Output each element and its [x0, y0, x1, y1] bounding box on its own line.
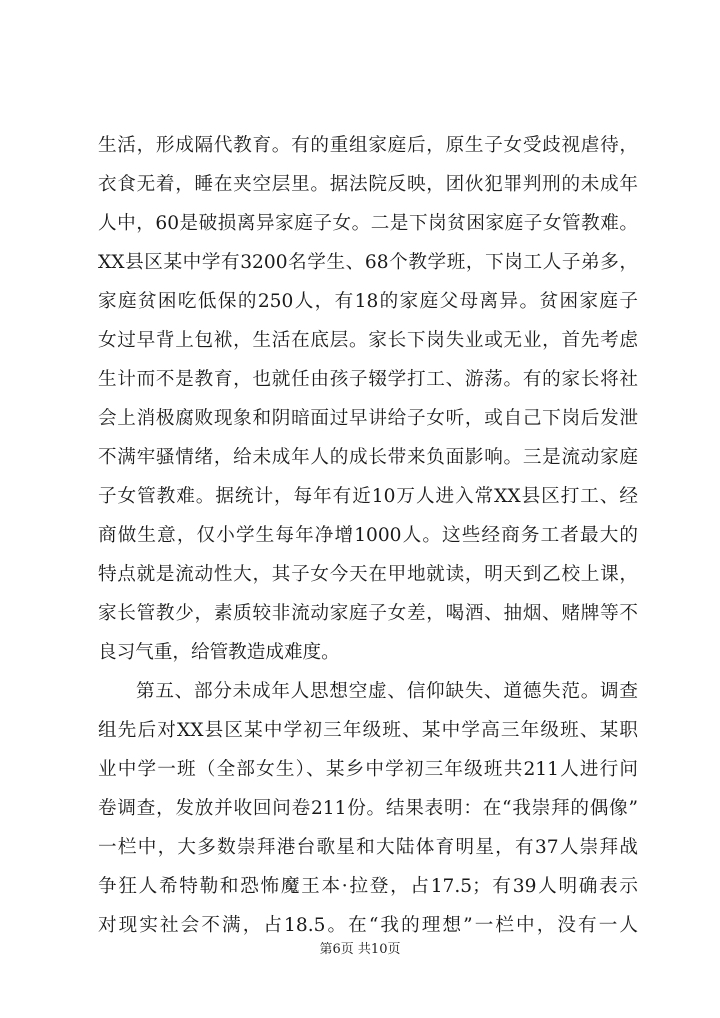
text-line: XX县区某中学有3200名学生、68个教学班，下岗工人子弟多， — [98, 252, 638, 273]
page-number: 第6页 共10页 — [319, 942, 401, 957]
text-line: 不满牢骚情绪，给未成年人的成长带来负面影响。三是流动家庭 — [98, 447, 638, 468]
text-line: 家长管教少，素质较非流动家庭子女差，喝酒、抽烟、赌牌等不 — [98, 603, 638, 624]
text-line: 家庭贫困吃低保的250人，有18的家庭父母离异。贫困家庭子 — [98, 291, 638, 312]
text-line: 业中学一班（全部女生）、某乡中学初三年级班共211人进行问 — [98, 759, 638, 780]
text-line: 争狂人希特勒和恐怖魔王本·拉登，占17.5；有39人明确表示 — [98, 876, 638, 897]
text-line: 衣食无着，睡在夹空层里。据法院反映，团伙犯罪判刑的未成年 — [98, 174, 638, 195]
text-line: 会上消极腐败现象和阴暗面过早讲给子女听，或自己下岗后发泄 — [98, 408, 638, 429]
page-footer — [0, 938, 720, 957]
text-line: 特点就是流动性大，其子女今天在甲地就读，明天到乙校上课， — [98, 564, 638, 585]
body-text — [98, 126, 638, 945]
text-line: 子女管教难。据统计，每年有近10万人进入常XX县区打工、经 — [98, 486, 638, 507]
text-line: 良习气重，给管教造成难度。 — [98, 642, 340, 663]
text-line: 人中，60是破损离异家庭子女。二是下岗贫困家庭子女管教难。 — [98, 213, 638, 234]
text-line: 组先后对XX县区某中学初三年级班、某中学高三年级班、某职 — [98, 720, 638, 741]
text-line: 生计而不是教育，也就任由孩子辍学打工、游荡。有的家长将社 — [98, 369, 638, 390]
text-line: 女过早背上包袱，生活在底层。家长下岗失业或无业，首先考虑 — [98, 330, 638, 351]
text-line: 一栏中，大多数崇拜港台歌星和大陆体育明星，有37人崇拜战 — [98, 837, 638, 858]
text-line: 对现实社会不满，占18.5。在“我的理想”一栏中，没有一人 — [98, 915, 638, 936]
text-line: 生活，形成隔代教育。有的重组家庭后，原生子女受歧视虐待， — [98, 135, 638, 156]
text-line: 商做生意，仅小学生每年净增1000人。这些经商务工者最大的 — [98, 525, 638, 546]
text-line: 第五、部分未成年人思想空虚、信仰缺失、道德失范。调查 — [136, 681, 638, 702]
text-line: 卷调查，发放并收回问卷211份。结果表明：在“我崇拜的偶像” — [98, 798, 638, 819]
